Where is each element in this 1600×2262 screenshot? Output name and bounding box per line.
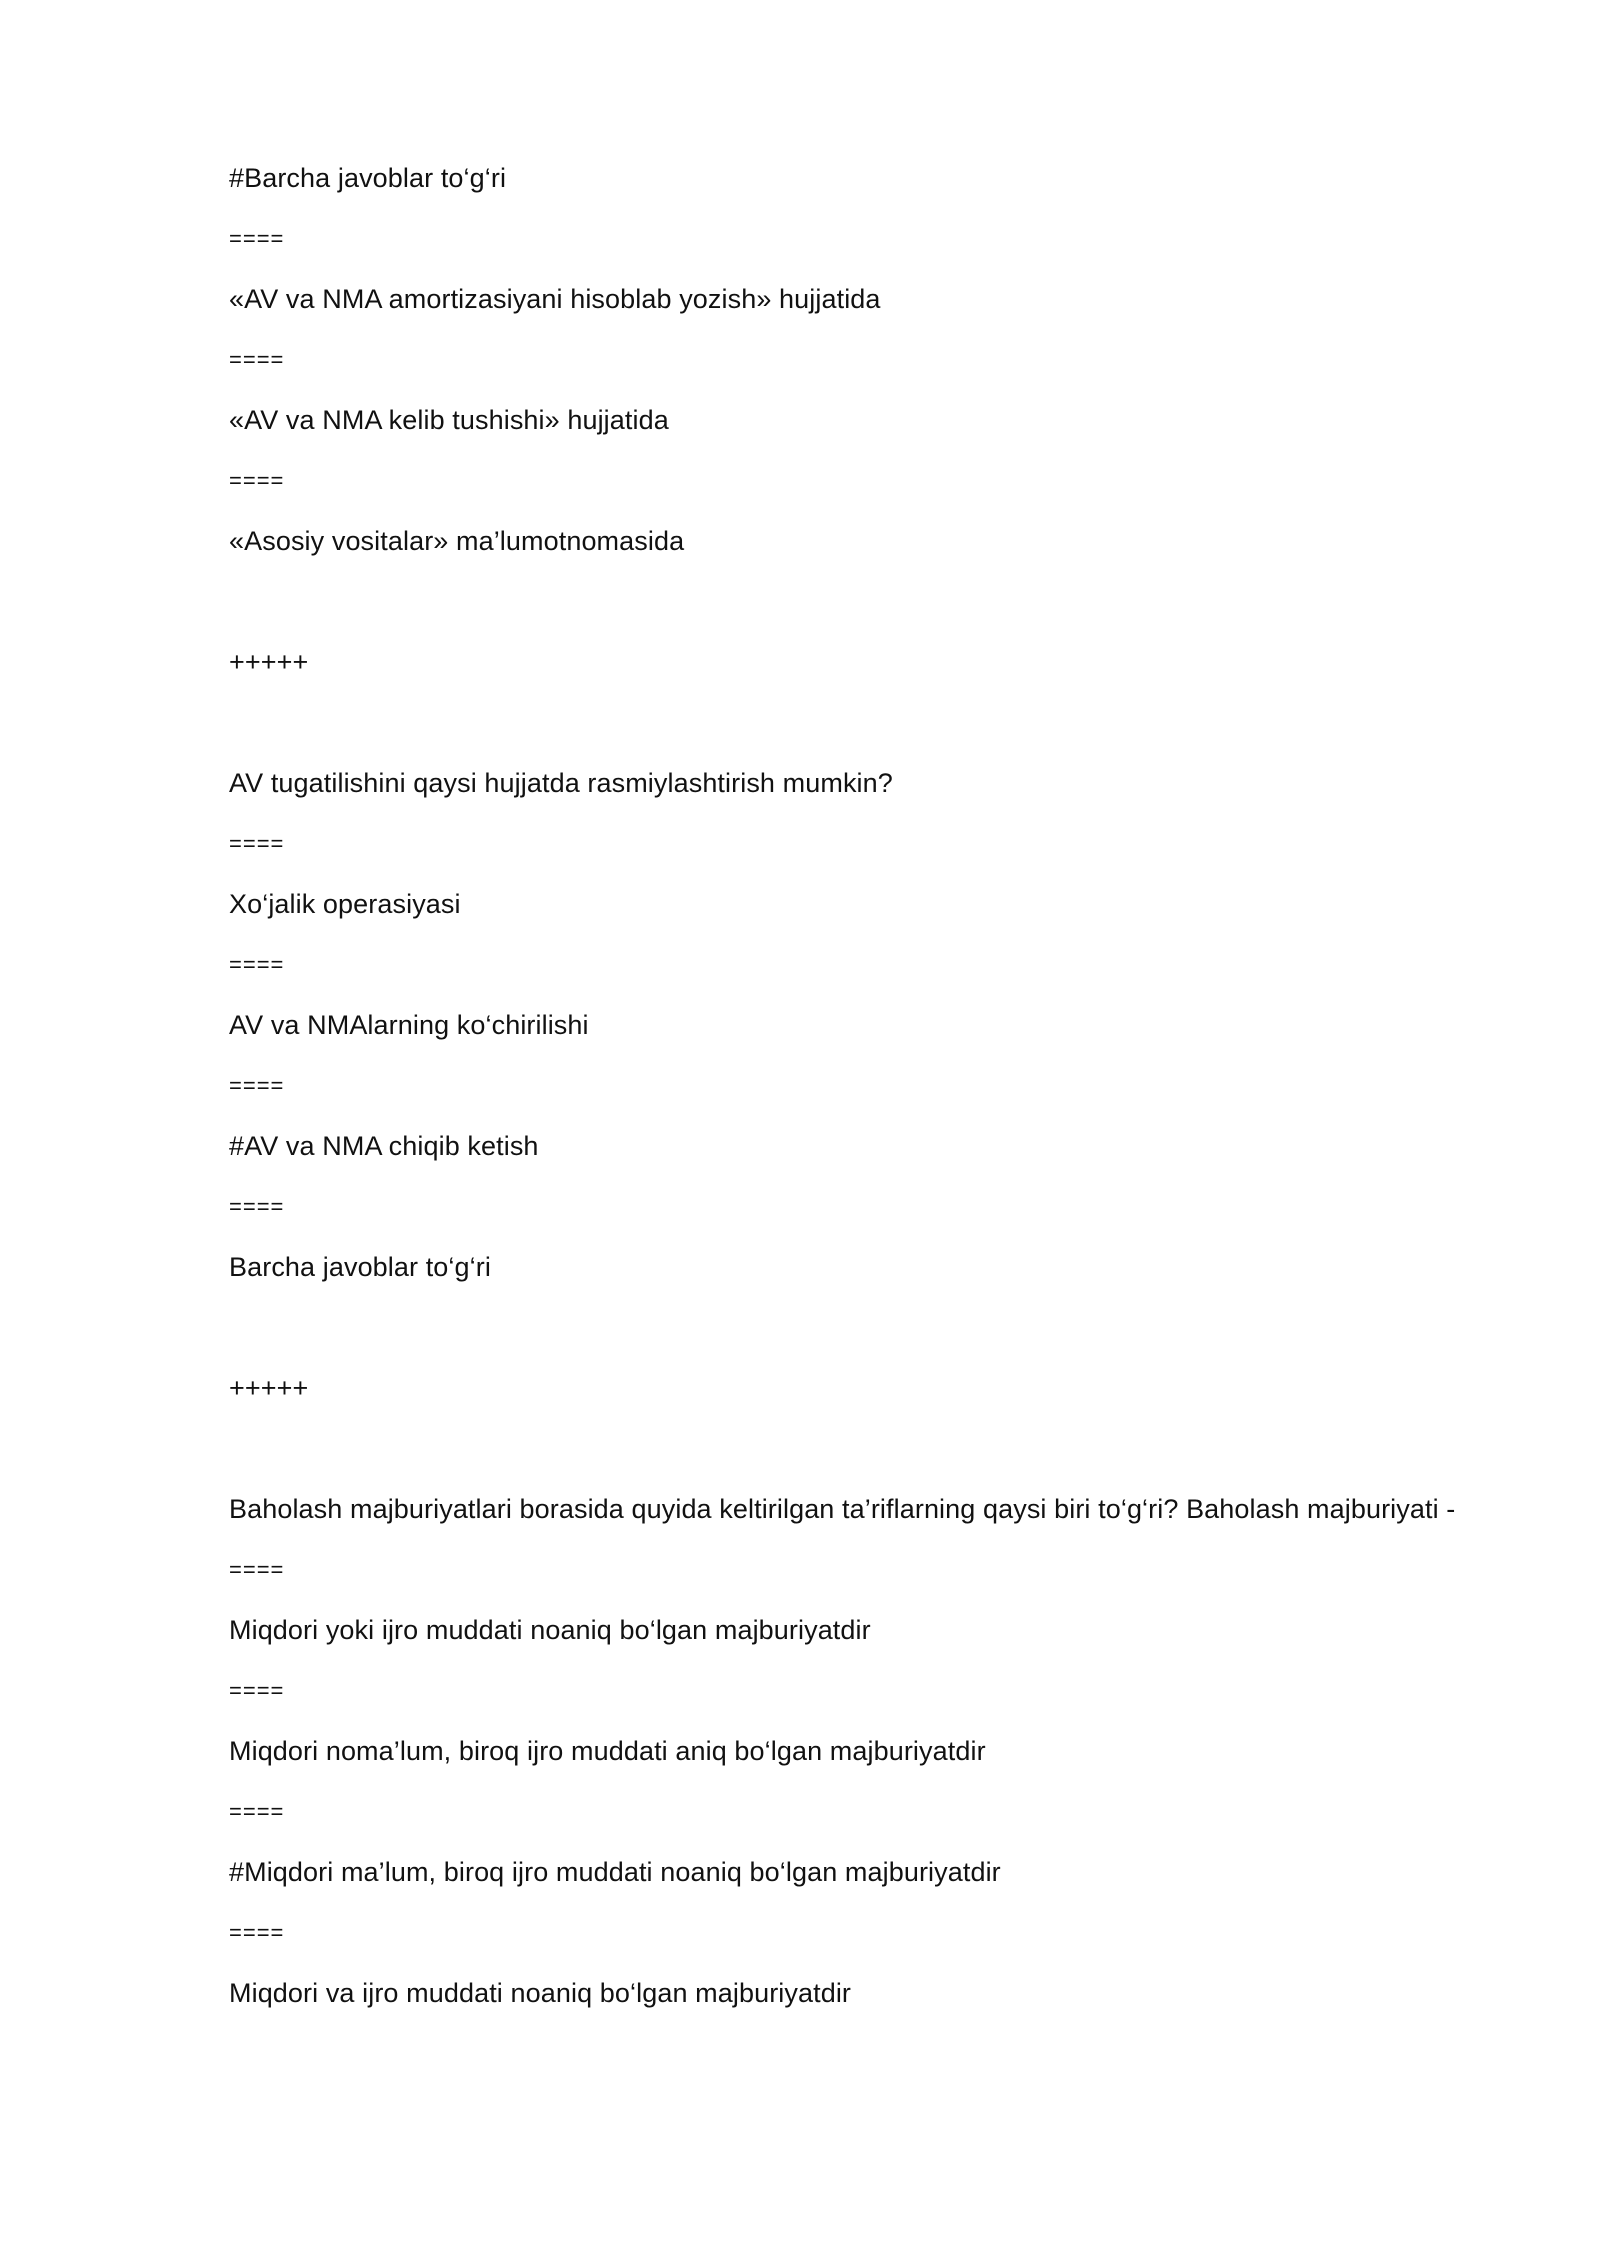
answer-option: «Asosiy vositalar» ma’lumotnomasida: [229, 526, 685, 556]
answer-option: AV va NMAlarning ko‘chirilishi: [229, 1010, 589, 1040]
answer-option: Miqdori noma’lum, biroq ijro muddati aniq bo‘lgan majburiyatdir: [229, 1736, 986, 1766]
option-separator: ====: [229, 1919, 285, 1945]
answer-option-correct: #Barcha javoblar to‘g‘ri: [229, 163, 507, 193]
answer-option-correct: #AV va NMA chiqib ketish: [229, 1131, 539, 1161]
blank-line: [229, 572, 1529, 633]
answer-option-correct: #Miqdori ma’lum, biroq ijro muddati noaniq bo‘lgan majburiyatdir: [229, 1857, 1001, 1887]
option-separator: ====: [229, 951, 285, 977]
option-separator: ====: [229, 830, 285, 856]
question-text: AV tugatilishini qaysi hujjatda rasmiylashtirish mumkin?: [229, 768, 893, 798]
option-separator: ====: [229, 1677, 285, 1703]
blank-line: [229, 1419, 1529, 1480]
question-text: Baholash majburiyatlari borasida quyida keltirilgan ta’riflarning qaysi biri to‘g‘ri? Baholash majburiyati -: [229, 1494, 1456, 1524]
option-separator: ====: [229, 467, 285, 493]
question-separator: +++++: [229, 1373, 309, 1403]
document-body: [229, 148, 1529, 2024]
answer-option: Xo‘jalik operasiyasi: [229, 889, 461, 919]
answer-option: «AV va NMA amortizasiyani hisoblab yozish» hujjatida: [229, 284, 881, 314]
answer-option: Miqdori va ijro muddati noaniq bo‘lgan majburiyatdir: [229, 1978, 852, 2008]
blank-line: [229, 1298, 1529, 1359]
option-separator: ====: [229, 1072, 285, 1098]
answer-option: Miqdori yoki ijro muddati noaniq bo‘lgan majburiyatdir: [229, 1615, 871, 1645]
question-separator: +++++: [229, 647, 309, 677]
option-separator: ====: [229, 346, 285, 372]
blank-line: [229, 693, 1529, 754]
answer-option: «AV va NMA kelib tushishi» hujjatida: [229, 405, 669, 435]
option-separator: ====: [229, 1193, 285, 1219]
option-separator: ====: [229, 1798, 285, 1824]
option-separator: ====: [229, 225, 285, 251]
answer-option: Barcha javoblar to‘g‘ri: [229, 1252, 491, 1282]
option-separator: ====: [229, 1556, 285, 1582]
